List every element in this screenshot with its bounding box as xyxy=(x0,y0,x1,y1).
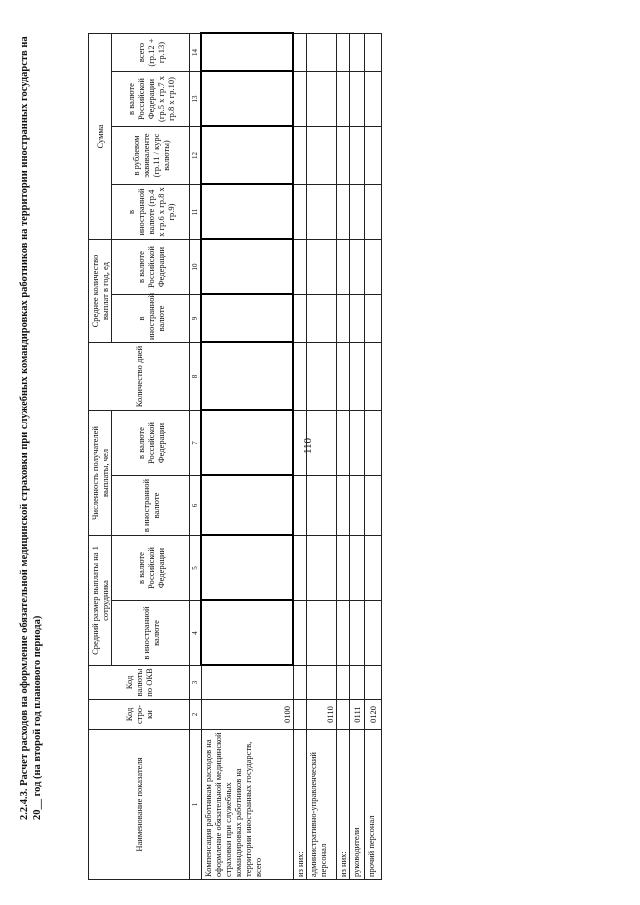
cell-input[interactable] xyxy=(293,666,306,700)
cell-input[interactable] xyxy=(306,601,336,666)
header-name: Наименование показателя xyxy=(89,730,190,880)
cell-input[interactable] xyxy=(364,72,381,127)
column-number: 2 xyxy=(190,700,202,730)
row-code: 0110 xyxy=(306,700,336,730)
cell-input[interactable] xyxy=(201,601,293,666)
cell-input[interactable] xyxy=(306,476,336,536)
cell-input[interactable] xyxy=(336,240,349,295)
column-number: 8 xyxy=(190,343,202,411)
row-name: руководители xyxy=(349,730,364,880)
cell-input[interactable] xyxy=(306,295,336,343)
table-row xyxy=(306,33,336,879)
row-name: из них: xyxy=(293,730,306,880)
cell-input[interactable] xyxy=(201,343,293,411)
cell-input[interactable] xyxy=(306,33,336,71)
cell-input[interactable] xyxy=(306,127,336,185)
table-row xyxy=(349,33,364,879)
cell-input[interactable] xyxy=(201,240,293,295)
table-row xyxy=(364,33,381,879)
header-currency-code: Код валюты по ОКВ xyxy=(89,666,190,700)
cell-input[interactable] xyxy=(349,240,364,295)
cell-input[interactable] xyxy=(364,476,381,536)
cell-input[interactable] xyxy=(306,185,336,240)
cell-input[interactable] xyxy=(293,240,306,295)
cell-input[interactable] xyxy=(293,411,306,476)
cell-input[interactable] xyxy=(293,343,306,411)
header-line-code: Код стро-ки xyxy=(89,700,190,730)
table-row xyxy=(293,33,306,879)
cell-input[interactable] xyxy=(336,33,349,71)
header-sum-rf: в валюте Российской Федерации (гр.5 x гр.7 x гр.8 x гр.10) xyxy=(112,72,190,127)
row-name: прочий персонал xyxy=(364,730,381,880)
cell-input[interactable] xyxy=(293,185,306,240)
cell-input[interactable] xyxy=(306,343,336,411)
cell-input[interactable] xyxy=(349,536,364,601)
cell-input[interactable] xyxy=(336,536,349,601)
cell-currency-code[interactable] xyxy=(201,666,293,700)
row-name: из них: xyxy=(336,730,349,880)
section-title-line2: 20__ год (на второй год планового периода) xyxy=(32,615,43,820)
column-number: 4 xyxy=(190,601,202,666)
cell-input[interactable] xyxy=(336,601,349,666)
cell-input[interactable] xyxy=(336,185,349,240)
cell-input[interactable] xyxy=(201,72,293,127)
row-code: 0120 xyxy=(364,700,381,730)
column-number: 1 xyxy=(190,730,202,880)
cell-input[interactable] xyxy=(349,476,364,536)
cell-input[interactable] xyxy=(349,666,364,700)
cell-input[interactable] xyxy=(306,666,336,700)
column-number: 6 xyxy=(190,476,202,536)
cell-input[interactable] xyxy=(306,240,336,295)
header-sum-foreign: в иностранной валюте (гр.4 x гр.6 x гр.8 x гр.9) xyxy=(112,185,190,240)
cell-input[interactable] xyxy=(349,295,364,343)
header-recipients-foreign: в иностранной валюте xyxy=(112,476,190,536)
cell-input[interactable] xyxy=(364,411,381,476)
cell-input[interactable] xyxy=(293,33,306,71)
cell-input[interactable] xyxy=(364,536,381,601)
cell-input[interactable] xyxy=(336,666,349,700)
cell-input[interactable] xyxy=(336,476,349,536)
cell-input[interactable] xyxy=(201,476,293,536)
header-avg-count: Среднее количество выплат в год, ед xyxy=(89,240,112,343)
cell-input[interactable] xyxy=(293,295,306,343)
cell-input[interactable] xyxy=(336,343,349,411)
cell-input[interactable] xyxy=(293,536,306,601)
cell-input[interactable] xyxy=(349,127,364,185)
header-avg-payment-rf: в валюте Российской Федерации xyxy=(112,536,190,601)
row-code xyxy=(293,700,306,730)
cell-input[interactable] xyxy=(349,185,364,240)
cell-input[interactable] xyxy=(349,72,364,127)
header-avg-count-foreign: в иностранной валюте xyxy=(112,295,190,343)
column-number: 10 xyxy=(190,240,202,295)
column-number: 7 xyxy=(190,411,202,476)
cell-input[interactable] xyxy=(306,536,336,601)
cell-input[interactable] xyxy=(336,295,349,343)
cell-input[interactable] xyxy=(349,601,364,666)
cell-input[interactable] xyxy=(349,343,364,411)
cell-input[interactable] xyxy=(201,185,293,240)
table-row xyxy=(336,33,349,879)
column-number: 3 xyxy=(190,666,202,700)
cell-input[interactable] xyxy=(306,411,336,476)
column-number: 14 xyxy=(190,33,202,71)
row-name: Компенсация работникам расходов на оформление обязательной медицинской страховки при служебных командировках работников на территории иностранных государств, всего xyxy=(201,730,293,880)
cell-input[interactable] xyxy=(306,72,336,127)
cell-input[interactable] xyxy=(293,127,306,185)
cell-input[interactable] xyxy=(364,127,381,185)
cell-input[interactable] xyxy=(364,33,381,71)
header-recipients-rf: в валюте Российской Федерации xyxy=(112,411,190,476)
page-number: 110 xyxy=(302,437,315,455)
cell-input[interactable] xyxy=(364,295,381,343)
header-sum-total: всего (гр.12 + гр.13) xyxy=(112,33,190,71)
cell-input[interactable] xyxy=(364,601,381,666)
column-number: 5 xyxy=(190,536,202,601)
cell-input[interactable] xyxy=(293,601,306,666)
cell-input[interactable] xyxy=(349,33,364,71)
cell-input[interactable] xyxy=(201,536,293,601)
column-number: 11 xyxy=(190,185,202,240)
cell-input[interactable] xyxy=(364,666,381,700)
header-avg-payment: Средний размер выплаты на 1 сотрудника xyxy=(89,536,112,666)
cell-input[interactable] xyxy=(201,295,293,343)
section-title xyxy=(18,20,44,820)
table-row xyxy=(201,33,293,879)
row-code: 0111 xyxy=(349,700,364,730)
cell-input[interactable] xyxy=(336,72,349,127)
column-number: 9 xyxy=(190,295,202,343)
row-name: административно-управленческий персонал xyxy=(306,730,336,880)
header-sum: Сумма xyxy=(89,33,112,239)
header-sum-rub-equivalent: в рублевом эквиваленте (гр.11 / курс валюты) xyxy=(112,127,190,185)
header-avg-payment-foreign: в иностранной валюте xyxy=(112,601,190,666)
cell-input[interactable] xyxy=(349,411,364,476)
cell-input[interactable] xyxy=(364,185,381,240)
section-title-line1: 2.2.4.3. Расчет расходов на оформление обязательной медицинской страховки при служебных командировках работников на территории иностранных государств на xyxy=(19,36,30,820)
cell-input[interactable] xyxy=(364,240,381,295)
cell-input[interactable] xyxy=(336,127,349,185)
cell-input[interactable] xyxy=(336,411,349,476)
row-code xyxy=(336,700,349,730)
header-avg-count-rf: в валюте Российской Федерации xyxy=(112,240,190,295)
cell-input[interactable] xyxy=(201,411,293,476)
cell-input[interactable] xyxy=(293,72,306,127)
cell-input[interactable] xyxy=(293,476,306,536)
column-number: 13 xyxy=(190,72,202,127)
cell-input[interactable] xyxy=(364,343,381,411)
header-days: Количество дней xyxy=(89,343,190,411)
insurance-calculation-table-wrapper xyxy=(88,34,382,880)
row-code: 0100 xyxy=(201,700,293,730)
insurance-calculation-table xyxy=(88,32,382,880)
cell-input[interactable] xyxy=(201,127,293,185)
header-recipients: Численность получателей выплаты, чел xyxy=(89,411,112,536)
column-number: 12 xyxy=(190,127,202,185)
cell-input[interactable] xyxy=(201,33,293,71)
